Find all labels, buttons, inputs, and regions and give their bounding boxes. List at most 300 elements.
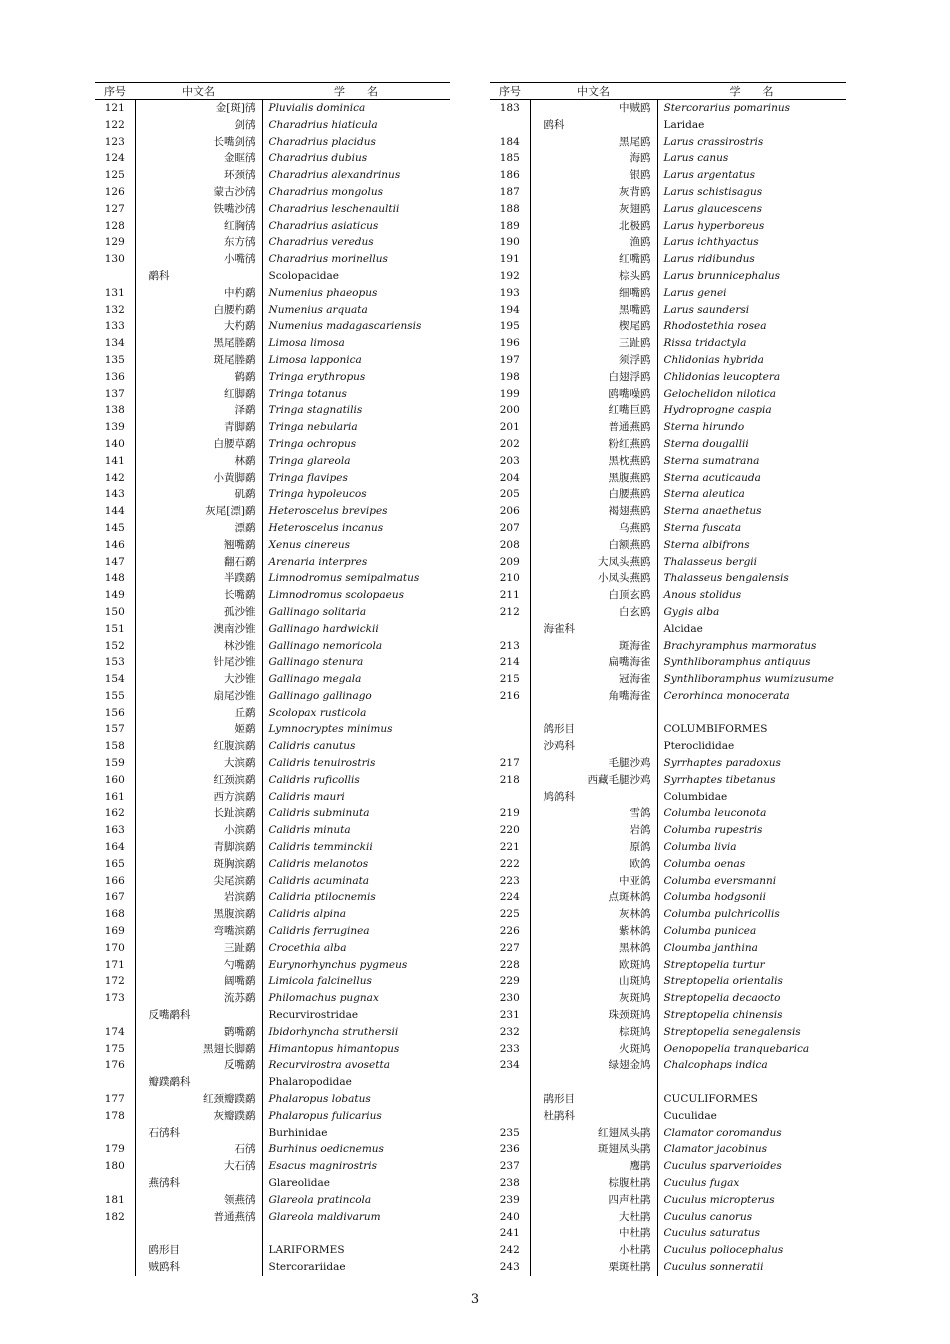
scientific-name: Clamator jacobinus: [657, 1141, 846, 1158]
scientific-name: Gelochelidon nilotica: [657, 386, 846, 403]
species-row: [490, 537, 846, 554]
row-number: 161: [95, 789, 135, 806]
scientific-name: Limosa limosa: [262, 335, 450, 352]
scientific-name: Larus argentatus: [657, 167, 846, 184]
group-scientific-name: Laridae: [657, 117, 846, 134]
row-number: 210: [490, 570, 530, 587]
species-row: [95, 554, 450, 571]
row-number: 201: [490, 419, 530, 436]
scientific-name: Streptopelia turtur: [657, 957, 846, 974]
row-number: 137: [95, 386, 135, 403]
species-row: [95, 990, 450, 1007]
species-row: [490, 268, 846, 285]
row-number: 145: [95, 520, 135, 537]
scientific-name: Cloumba janthina: [657, 940, 846, 957]
chinese-name: 紫林鸽: [619, 925, 651, 938]
group-scientific-name: Glareolidae: [262, 1175, 450, 1192]
group-scientific-name: Pteroclididae: [657, 738, 846, 755]
chinese-name: 白腰燕鸥: [608, 488, 651, 501]
row-number: [490, 705, 530, 722]
row-number: 216: [490, 688, 530, 705]
chinese-name: 中亚鸽: [619, 874, 651, 887]
scientific-name: Larus schistisagus: [657, 184, 846, 201]
chinese-name: 小黄脚鹬: [213, 471, 256, 484]
chinese-name: 白额燕鸥: [608, 538, 651, 551]
row-number: 195: [490, 318, 530, 335]
chinese-name: 西方滨鹬: [213, 790, 256, 803]
row-number: 142: [95, 470, 135, 487]
row-number: [95, 268, 135, 285]
row-number: 207: [490, 520, 530, 537]
species-row: [95, 486, 450, 503]
scientific-name: Columba leuconota: [657, 805, 846, 822]
chinese-name: 泽鹬: [234, 404, 256, 417]
scientific-name: Larus hyperboreus: [657, 218, 846, 235]
row-number: 237: [490, 1158, 530, 1175]
chinese-name: 蒙古沙鸻: [213, 185, 256, 198]
scientific-name: Tringa ochropus: [262, 436, 450, 453]
scientific-name: Calidris acuminata: [262, 873, 450, 890]
chinese-name: 灰尾[漂]鹬: [205, 505, 256, 518]
scientific-name: Columba pulchricollis: [657, 906, 846, 923]
species-row: [95, 436, 450, 453]
scientific-name: [262, 1225, 450, 1242]
table-header: [95, 83, 450, 100]
chinese-name: 红颈瓣蹼鹬: [203, 1093, 256, 1106]
chinese-name: 林沙锥: [224, 639, 256, 652]
species-row: [490, 638, 846, 655]
row-number: 179: [95, 1141, 135, 1158]
row-number: 171: [95, 957, 135, 974]
chinese-name: 岩滨鹬: [224, 891, 256, 904]
chinese-name: 金眶鸻: [224, 152, 256, 165]
species-row: [95, 957, 450, 974]
species-row: [95, 369, 450, 386]
row-number: 158: [95, 738, 135, 755]
spacer-row: [95, 1225, 450, 1242]
row-number: 241: [490, 1225, 530, 1242]
row-number: 176: [95, 1057, 135, 1074]
row-number: 187: [490, 184, 530, 201]
species-row: [95, 167, 450, 184]
row-number: 230: [490, 990, 530, 1007]
species-row: [490, 570, 846, 587]
chinese-name: 大凤头燕鸥: [598, 555, 651, 568]
chinese-name: 石鸻: [234, 1143, 256, 1156]
row-number: 236: [490, 1141, 530, 1158]
row-number: 208: [490, 537, 530, 554]
species-row: [95, 234, 450, 251]
chinese-name: 灰瓣蹼鹬: [213, 1109, 256, 1122]
chinese-name: 大杜鹃: [619, 1210, 651, 1223]
row-number: [95, 1007, 135, 1024]
chinese-name: 阔嘴鹬: [224, 975, 256, 988]
scientific-name: Chlidonias hybrida: [657, 352, 846, 369]
group-scientific-name: Cuculidae: [657, 1108, 846, 1125]
row-number: 163: [95, 822, 135, 839]
group-chinese-name: 贼鸥科: [148, 1260, 180, 1273]
row-number: 165: [95, 856, 135, 873]
scientific-name: Xenus cinereus: [262, 537, 450, 554]
chinese-name: 中贼鸥: [619, 102, 651, 114]
scientific-name: Charadrius morinellus: [262, 251, 450, 268]
row-number: 138: [95, 402, 135, 419]
row-number: [490, 1074, 530, 1091]
group-chinese-name: 鹬科: [148, 269, 170, 282]
species-row: [95, 335, 450, 352]
chinese-name: 四声杜鹃: [608, 1193, 651, 1206]
row-number: 231: [490, 1007, 530, 1024]
chinese-name: 翻石鹬: [224, 555, 256, 568]
scientific-name: Philomachus pugnax: [262, 990, 450, 1007]
scientific-name: Pluvialis dominica: [262, 100, 450, 117]
chinese-name: 姬鹬: [234, 723, 256, 736]
scientific-name: Charadrius veredus: [262, 234, 450, 251]
row-number: 177: [95, 1091, 135, 1108]
taxon-group-row: [95, 1175, 450, 1192]
chinese-name: 斑胸滨鹬: [213, 857, 256, 870]
row-number: 151: [95, 621, 135, 638]
scientific-name: Charadrius dubius: [262, 150, 450, 167]
row-number: 155: [95, 688, 135, 705]
species-row: [95, 1057, 450, 1074]
chinese-name: 林鹬: [234, 454, 256, 467]
scientific-name: Calidris subminuta: [262, 805, 450, 822]
chinese-name: 白翅浮鸥: [608, 370, 651, 383]
row-number: 141: [95, 453, 135, 470]
scientific-name: Numenius madagascariensis: [262, 318, 450, 335]
chinese-name: 栗斑杜鹃: [608, 1260, 651, 1273]
row-number: 152: [95, 638, 135, 655]
scientific-name: Heteroscelus incanus: [262, 520, 450, 537]
row-number: 222: [490, 856, 530, 873]
scientific-name: Cuculus canorus: [657, 1209, 846, 1226]
scientific-name: Himantopus himantopus: [262, 1041, 450, 1058]
page-number: 3: [470, 1292, 480, 1307]
row-number: 235: [490, 1125, 530, 1142]
species-row: [490, 1057, 846, 1074]
chinese-name: 点斑林鸽: [608, 891, 651, 904]
chinese-name: 孤沙锥: [224, 605, 256, 618]
chinese-name: 褐翅燕鸥: [608, 505, 651, 518]
species-row: [95, 671, 450, 688]
group-scientific-name: Burhinidae: [262, 1125, 450, 1142]
chinese-name: 黑嘴鸥: [619, 303, 651, 316]
row-number: 225: [490, 906, 530, 923]
scientific-name: Calidris alpina: [262, 906, 450, 923]
chinese-name: 黑尾塍鹬: [213, 337, 256, 350]
chinese-name: 珠颈斑鸠: [608, 1009, 651, 1022]
species-row: [490, 772, 846, 789]
chinese-name: 鹤鹬: [234, 370, 256, 383]
group-chinese-name: 海雀科: [543, 622, 575, 635]
species-row: [95, 822, 450, 839]
scientific-name: Charadrius asiaticus: [262, 218, 450, 235]
scientific-name: Rhodostethia rosea: [657, 318, 846, 335]
chinese-name: 翘嘴鹬: [224, 538, 256, 551]
species-row: [95, 1209, 450, 1226]
scientific-name: Cuculus micropterus: [657, 1192, 846, 1209]
scientific-name: Larus canus: [657, 150, 846, 167]
scientific-name: Columba livia: [657, 839, 846, 856]
group-scientific-name: Scolopacidae: [262, 268, 450, 285]
scientific-name: Lymnocryptes minimus: [262, 721, 450, 738]
species-row: [95, 889, 450, 906]
scientific-name: Stercorarius pomarinus: [657, 100, 846, 117]
row-number: [490, 621, 530, 638]
chinese-name: 扇尾沙锥: [213, 689, 256, 702]
group-scientific-name: Recurvirostridae: [262, 1007, 450, 1024]
group-scientific-name: CUCULIFORMES: [657, 1091, 846, 1108]
chinese-name: 环颈鸻: [224, 169, 256, 182]
species-row: [490, 889, 846, 906]
species-row: [95, 587, 450, 604]
scientific-name: Chalcophaps indica: [657, 1057, 846, 1074]
scientific-name: Gallinago hardwickii: [262, 621, 450, 638]
species-row: [95, 285, 450, 302]
chinese-name: 青脚鹬: [224, 421, 256, 434]
row-number: 126: [95, 184, 135, 201]
right-column: [490, 82, 846, 1276]
scientific-name: Larus crassirostris: [657, 134, 846, 151]
species-row: [490, 554, 846, 571]
row-number: [95, 1259, 135, 1276]
row-number: 183: [490, 100, 530, 117]
scientific-name: Numenius phaeopus: [262, 285, 450, 302]
scientific-name: Numenius arquata: [262, 302, 450, 319]
scientific-name: Limnodromus scolopaeus: [262, 587, 450, 604]
row-number: 205: [490, 486, 530, 503]
row-number: 149: [95, 587, 135, 604]
row-number: [490, 738, 530, 755]
row-number: [490, 721, 530, 738]
species-row: [490, 957, 846, 974]
species-row: [490, 654, 846, 671]
header-number: 序号: [95, 83, 135, 100]
chinese-name: 红翅凤头鹃: [598, 1126, 651, 1139]
chinese-name: 灰背鸥: [619, 185, 651, 198]
species-row: [490, 755, 846, 772]
row-number: 202: [490, 436, 530, 453]
species-row: [490, 436, 846, 453]
species-row: [490, 1141, 846, 1158]
scientific-name: Anous stolidus: [657, 587, 846, 604]
row-number: 199: [490, 386, 530, 403]
row-number: 218: [490, 772, 530, 789]
row-number: 160: [95, 772, 135, 789]
species-row: [95, 1041, 450, 1058]
species-row: [95, 856, 450, 873]
chinese-name: 黑腹滨鹬: [213, 908, 256, 921]
row-number: 243: [490, 1259, 530, 1276]
scientific-name: Glareola maldivarum: [262, 1209, 450, 1226]
row-number: [95, 1225, 135, 1242]
chinese-name: 斑翅凤头鹃: [598, 1143, 651, 1156]
chinese-name: 长嘴鹬: [224, 589, 256, 602]
row-number: 196: [490, 335, 530, 352]
scientific-name: Crocethia alba: [262, 940, 450, 957]
chinese-name: 澳南沙锥: [213, 622, 256, 635]
row-number: [95, 1175, 135, 1192]
row-number: 192: [490, 268, 530, 285]
taxon-group-row: [95, 1259, 450, 1276]
species-row: [490, 470, 846, 487]
row-number: 146: [95, 537, 135, 554]
scientific-name: Synthliboramphus antiquus: [657, 654, 846, 671]
scientific-name: Sterna sumatrana: [657, 453, 846, 470]
row-number: 224: [490, 889, 530, 906]
group-chinese-name: 沙鸡科: [543, 740, 575, 753]
species-row: [490, 402, 846, 419]
species-row: [490, 134, 846, 151]
taxon-group-row: [95, 1125, 450, 1142]
row-number: 190: [490, 234, 530, 251]
spacer-row: [490, 1074, 846, 1091]
chinese-name: 欧斑鸠: [619, 958, 651, 971]
row-number: 167: [95, 889, 135, 906]
scientific-name: Ibidorhyncha struthersii: [262, 1024, 450, 1041]
scientific-name: Heteroscelus brevipes: [262, 503, 450, 520]
chinese-name: 三趾鹬: [224, 941, 256, 954]
chinese-name: 黑翅长脚鹬: [203, 1042, 256, 1055]
species-row: [490, 805, 846, 822]
scientific-name: Streptopelia senegalensis: [657, 1024, 846, 1041]
scientific-name: Cuculus sonneratii: [657, 1259, 846, 1276]
species-row: [95, 251, 450, 268]
scientific-name: Gallinago gallinago: [262, 688, 450, 705]
group-chinese-name: 杜鹃科: [543, 1109, 575, 1122]
scientific-name: Calidris ferruginea: [262, 923, 450, 940]
header-scientific-name: 学 名: [262, 83, 450, 100]
species-row: [95, 1192, 450, 1209]
species-row: [95, 184, 450, 201]
row-number: 178: [95, 1108, 135, 1125]
row-number: 133: [95, 318, 135, 335]
species-row: [490, 352, 846, 369]
species-row: [95, 1024, 450, 1041]
scientific-name: [657, 1074, 846, 1091]
species-row: [490, 318, 846, 335]
species-row: [95, 318, 450, 335]
species-row: [95, 201, 450, 218]
left-table-body: [95, 100, 450, 1276]
table-header: [490, 83, 846, 100]
chinese-name: 尖尾滨鹬: [213, 874, 256, 887]
scientific-name: Clamator coromandus: [657, 1125, 846, 1142]
row-number: 170: [95, 940, 135, 957]
row-number: 228: [490, 957, 530, 974]
scientific-name: Sterna anaethetus: [657, 503, 846, 520]
species-row: [490, 839, 846, 856]
scientific-name: Calidris minuta: [262, 822, 450, 839]
chinese-name: 半蹼鹬: [224, 572, 256, 585]
row-number: [490, 1108, 530, 1125]
chinese-name: 长嘴剑鸻: [213, 135, 256, 148]
row-number: 240: [490, 1209, 530, 1226]
species-row: [490, 520, 846, 537]
chinese-name: 毛腿沙鸡: [608, 757, 651, 770]
scientific-name: Gallinago nemoricola: [262, 638, 450, 655]
chinese-name: 火斑鸠: [619, 1042, 651, 1055]
scientific-name: Tringa totanus: [262, 386, 450, 403]
species-row: [95, 621, 450, 638]
species-row: [95, 805, 450, 822]
row-number: 150: [95, 604, 135, 621]
scientific-name: Calidris melanotos: [262, 856, 450, 873]
scientific-name: Tringa glareola: [262, 453, 450, 470]
row-number: 226: [490, 923, 530, 940]
row-number: 215: [490, 671, 530, 688]
row-number: 169: [95, 923, 135, 940]
species-row: [95, 150, 450, 167]
chinese-name: 小凤头燕鸥: [598, 572, 651, 585]
row-number: [490, 1091, 530, 1108]
row-number: 203: [490, 453, 530, 470]
scientific-name: Gallinago solitaria: [262, 604, 450, 621]
chinese-name: 灰斑鸠: [619, 992, 651, 1005]
species-row: [95, 503, 450, 520]
chinese-name: 普通燕鸻: [213, 1210, 256, 1223]
chinese-name: 北极鸥: [619, 219, 651, 232]
header-number: 序号: [490, 83, 530, 100]
scientific-name: Chlidonias leucoptera: [657, 369, 846, 386]
species-row: [490, 453, 846, 470]
row-number: 198: [490, 369, 530, 386]
scientific-name: Streptopelia orientalis: [657, 973, 846, 990]
row-number: [95, 1242, 135, 1259]
scientific-name: Phalaropus lobatus: [262, 1091, 450, 1108]
chinese-name: [530, 1074, 657, 1091]
chinese-name: 斑海雀: [619, 639, 651, 652]
scientific-name: Limicola falcinellus: [262, 973, 450, 990]
scientific-name: Calidris mauri: [262, 789, 450, 806]
chinese-name: 小嘴鸻: [224, 253, 256, 266]
header-chinese-name: 中文名: [530, 83, 657, 100]
taxon-group-row: [490, 721, 846, 738]
species-row: [490, 1259, 846, 1276]
scientific-name: Arenaria interpres: [262, 554, 450, 571]
group-chinese-name: 反嘴鹬科: [148, 1009, 191, 1022]
row-number: 135: [95, 352, 135, 369]
chinese-name: 楔尾鸥: [619, 320, 651, 333]
chinese-name: 棕头鸥: [619, 269, 651, 282]
row-number: 184: [490, 134, 530, 151]
chinese-name: 西藏毛腿沙鸡: [587, 773, 651, 786]
spacer-row: [490, 705, 846, 722]
chinese-name: 红胸鸻: [224, 219, 256, 232]
row-number: 219: [490, 805, 530, 822]
species-row: [95, 537, 450, 554]
species-row: [95, 654, 450, 671]
species-row: [490, 503, 846, 520]
scientific-name: Tringa flavipes: [262, 470, 450, 487]
species-row: [490, 285, 846, 302]
chinese-name: 灰林鸽: [619, 908, 651, 921]
row-number: 193: [490, 285, 530, 302]
row-number: 154: [95, 671, 135, 688]
row-number: [95, 1074, 135, 1091]
chinese-name: 细嘴鸥: [619, 286, 651, 299]
group-chinese-name: 鸽形目: [543, 723, 575, 736]
row-number: 189: [490, 218, 530, 235]
scientific-name: Sterna dougallii: [657, 436, 846, 453]
taxon-group-row: [490, 1108, 846, 1125]
row-number: 174: [95, 1024, 135, 1041]
scientific-name: Calidris temminckii: [262, 839, 450, 856]
species-row: [95, 218, 450, 235]
species-row: [490, 419, 846, 436]
species-row: [490, 1041, 846, 1058]
